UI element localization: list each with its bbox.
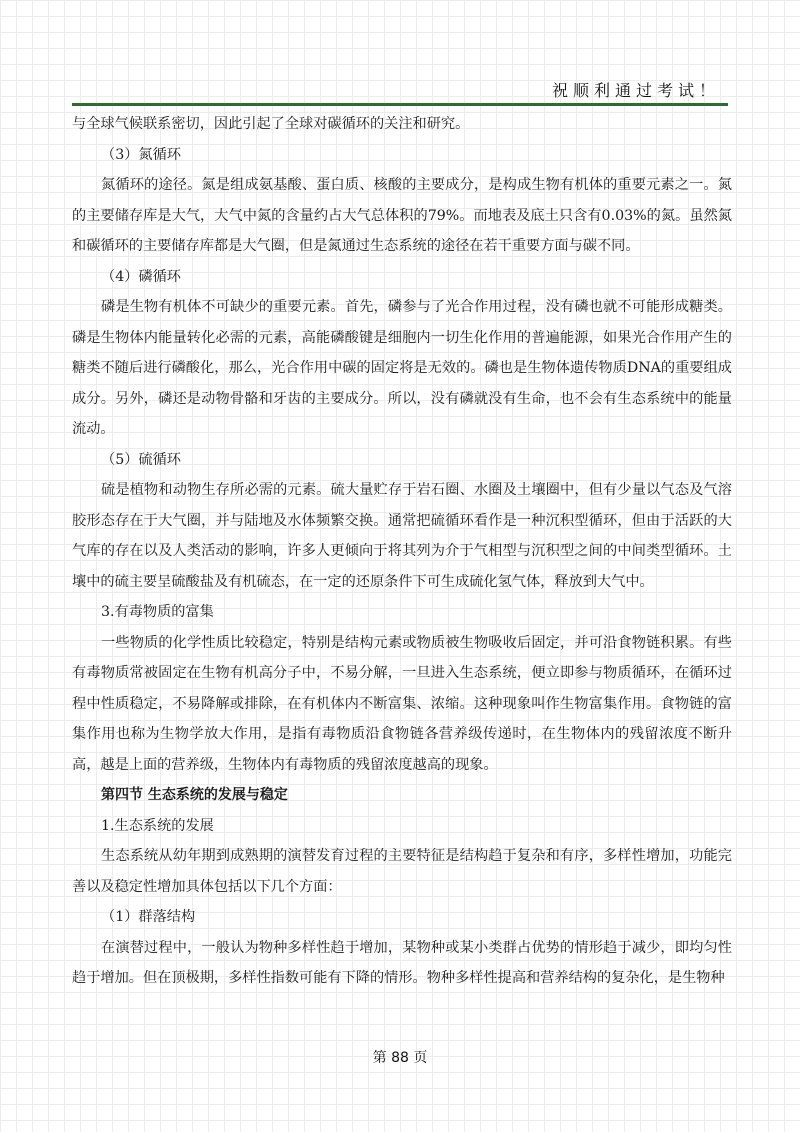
- page-number: 第 88 页: [372, 1050, 428, 1066]
- subheading-sulfur-cycle: （5）硫循环: [101, 451, 181, 468]
- document-body: [72, 109, 732, 994]
- header-divider: [72, 103, 728, 106]
- subheading-phosphorus-cycle: （4）磷循环: [101, 268, 181, 285]
- paragraph-toxic-enrichment: 一些物质的化学性质比较稳定，特别是结构元素或物质被生物吸收后固定，并可沿食物链积累。有些有毒物质常被固定在生物有机高分子中，不易分解，一旦进入生态系统，便立即参与物质循环，在循环过程中性质稳定，不易降解或排除，在有机体内不断富集、浓缩。这种现象叫作生物富集作用。食物链的富集作用也称为生物学放大作用，是指有毒物质沿食物链各营养级传递时，在生物体内的残留浓度不断升高，越是上面的营养级，生物体内有毒物质的残留浓度越高的现象。: [72, 634, 732, 773]
- paragraph-sulfur-cycle: 硫是植物和动物生存所必需的元素。硫大量贮存于岩石圈、水圈及土壤圈中，但有少量以气态及气溶胶形态存在于大气圈，并与陆地及水体频繁交换。通常把硫循环看作是一种沉积型循环，但由于活跃的大气库的存在以及人类活动的影响，许多人更倾向于将其列为介于气相型与沉积型之间的中间类型循环。土壤中的硫主要呈硫酸盐及有机硫态，在一定的还原条件下可生成硫化氢气体，释放到大气中。: [72, 482, 732, 590]
- paragraph-ecosystem-development: 生态系统从幼年期到成熟期的演替发育过程的主要特征是结构趋于复杂和有序，多样性增加，功能完善以及稳定性增加具体包括以下几个方面：: [72, 848, 732, 895]
- section-heading-ecosystem-development: 第四节 生态系统的发展与稳定: [101, 787, 288, 803]
- header-motto: 祝顺利通过考试！: [551, 81, 720, 100]
- subheading-nitrogen-cycle: （3）氮循环: [101, 146, 181, 163]
- subheading-ecosystem-development: 1.生态系统的发展: [101, 817, 214, 834]
- paragraph-carbon-cycle-continuation: 与全球气候联系密切，因此引起了全球对碳循环的关注和研究。: [72, 116, 470, 132]
- paragraph-nitrogen-cycle: 氮循环的途径。氮是组成氨基酸、蛋白质、核酸的主要成分，是构成生物有机体的重要元素之一。氮的主要储存库是大气，大气中氮的含量约占大气总体积的79%。而地表及底土只含有0.03%的氮。虽然氮和碳循环的主要储存库都是大气圈，但是氮通过生态系统的途径在若干重要方面与碳不同。: [72, 177, 732, 254]
- subheading-toxic-enrichment: 3.有毒物质的富集: [101, 604, 214, 620]
- paragraph-phosphorus-cycle: 磷是生物有机体不可缺少的重要元素。首先，磷参与了光合作用过程，没有磷也就不可能形成糖类。磷是生物体内能量转化必需的元素，高能磷酸键是细胞内一切生化作用的普遍能源，如果光合作用产生的糖类不随后进行磷酸化，那么，光合作用中碳的固定将是无效的。磷也是生物体遗传物质DNA的重要组成成分。另外，磷还是动物骨骼和牙齿的主要成分。所以，没有磷就没有生命，也不会有生态系统中的能量流动。: [72, 299, 732, 437]
- subheading-community-structure: （1）群落结构: [101, 909, 196, 925]
- paragraph-community-structure: 在演替过程中，一般认为物种多样性趋于增加，某物种或某小类群占优势的情形趋于减少，即均匀性趋于增加。但在顶极期，多样性指数可能有下降的情形。物种多样性提高和营养结构的复杂化，是生物种: [72, 939, 732, 986]
